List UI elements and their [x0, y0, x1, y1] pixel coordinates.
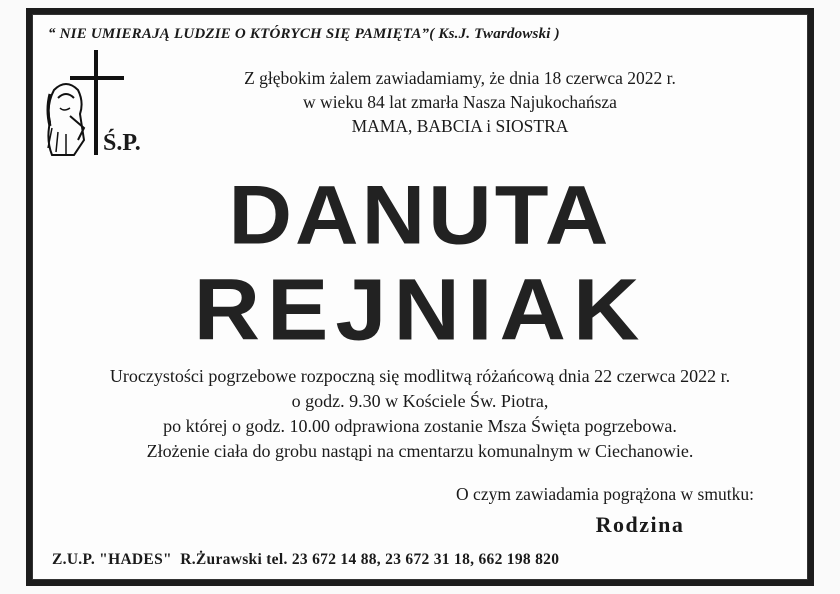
intro-line-2: w wieku 84 lat zmarła Nasza Najukochańsza	[303, 92, 617, 112]
ceremony-line-1: Uroczystości pogrzebowe rozpoczną się modlitwą różańcową dnia 22 czerwca 2022 r.	[109, 366, 731, 386]
family-signature: Rodzina	[595, 512, 685, 537]
intro-line-3: MAMA, BABCIA i SIOSTRA	[351, 116, 569, 136]
deceased-last-name: REJNIAK	[193, 261, 647, 359]
deceased-first-name: DANUTA	[228, 167, 612, 262]
closing-line: O czym zawiadamia pogrążona w smutku:	[456, 484, 754, 504]
ceremony-line-3: po której o godz. 10.00 odprawiona zostanie Msza Święta pogrzebowa.	[163, 416, 677, 436]
announcement-intro	[210, 66, 710, 138]
sp-label: Ś.P.	[103, 130, 141, 156]
ceremony-line-4: Złożenie ciała do grobu nastąpi na cmentarzu komunalnym w Ciechanowie.	[146, 441, 694, 461]
ceremony-details	[40, 364, 800, 464]
header-quote: “ NIE UMIERAJĄ LUDZIE O KTÓRYCH SIĘ PAMIĘTA”( Ks.J. Twardowski )	[48, 26, 560, 42]
funeral-home-footer: Z.U.P. "HADES" R.Żurawski tel. 23 672 14 88, 23 672 31 18, 662 198 820	[52, 551, 560, 568]
ceremony-line-2: o godz. 9.30 w Kościele Św. Piotra,	[291, 391, 549, 411]
intro-line-1: Z głębokim żalem zawiadamiamy, że dnia 18 czerwca 2022 r.	[244, 68, 676, 88]
